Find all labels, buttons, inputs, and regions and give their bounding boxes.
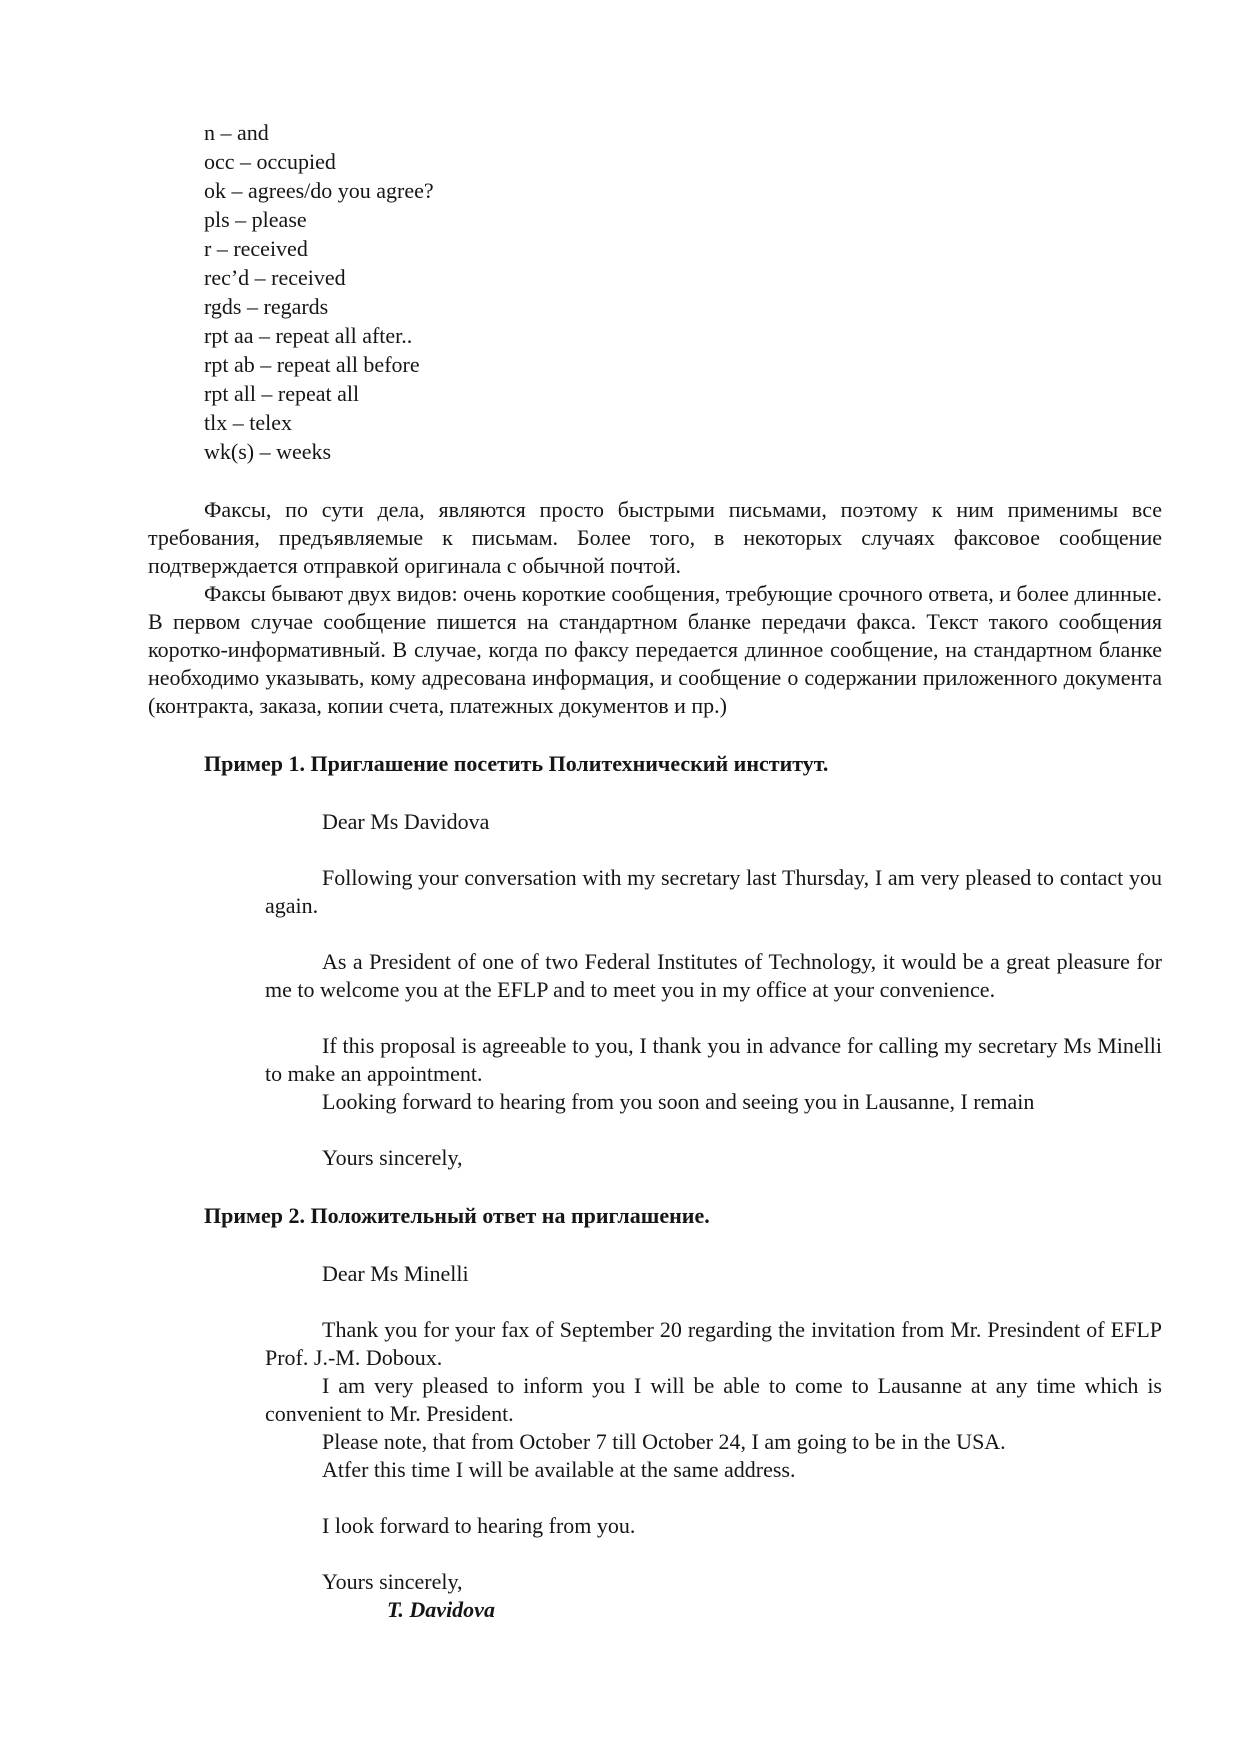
- example1-paragraph: If this proposal is agreeable to you, I thank you in advance for calling my secretary Ms Minelli to make an appointment.: [265, 1033, 1162, 1086]
- example1-paragraph: Following your conversation with my secretary last Thursday, I am very pleased to contact you again.: [265, 865, 1162, 918]
- example1-paragraph: Looking forward to hearing from you soon and seeing you in Lausanne, I remain: [322, 1089, 1035, 1114]
- example2-letter: [265, 1260, 1162, 1624]
- abbreviation-item: tlx – telex: [204, 410, 292, 435]
- example1-heading: Пример 1. Приглашение посетить Политехнический институт.: [204, 751, 829, 776]
- example2-paragraph: Atfer this time I will be available at the same address.: [322, 1457, 796, 1482]
- example1-closing: Yours sincerely,: [322, 1145, 463, 1170]
- abbreviation-item: rgds – regards: [204, 294, 329, 319]
- abbreviation-item: ok – agrees/do you agree?: [204, 178, 434, 203]
- example2-paragraph: I look forward to hearing from you.: [322, 1513, 636, 1538]
- abbreviation-item: rpt ab – repeat all before: [204, 352, 420, 377]
- example1-paragraph: As a President of one of two Federal Institutes of Technology, it would be a great pleasure for me to welcome you at the EFLP and to meet you in my office at your convenience.: [265, 949, 1162, 1002]
- example2-paragraph: Please note, that from October 7 till October 24, I am going to be in the USA.: [322, 1429, 1006, 1454]
- example2-salutation: Dear Ms Minelli: [322, 1261, 469, 1286]
- abbreviation-item: occ – occupied: [204, 149, 336, 174]
- intro-paragraph-2: Факсы бывают двух видов: очень короткие сообщения, требующие срочного ответа, и более длинные. В первом случае сообщение пишется на стандартном бланке передачи факса. Текст такого сообщения коротко-информативный. В случае, когда по факсу передается длинное сообщение, на стандартном бланке необходимо указывать, кому адресована информация, и сообщение о содержании приложенного документа (контракта, заказа, копии счета, платежных документов и пр.): [148, 581, 1162, 718]
- abbreviation-list: [204, 118, 1162, 466]
- abbreviation-item: wk(s) – weeks: [204, 439, 332, 464]
- example2-signature: T. Davidova: [387, 1597, 495, 1622]
- example1-letter: [265, 808, 1162, 1172]
- abbreviation-item: n – and: [204, 120, 269, 145]
- intro-paragraph-1: Факсы, по сути дела, являются просто быстрыми письмами, поэтому к ним применимы все требования, предъявляемые к письмам. Более того, в некоторых случаях факсовое сообщение подтверждается отправкой оригинала с обычной почтой.: [148, 497, 1162, 578]
- abbreviation-item: rpt all – repeat all: [204, 381, 360, 406]
- example2-paragraph: I am very pleased to inform you I will be able to come to Lausanne at any time which is convenient to Mr. President.: [265, 1373, 1162, 1426]
- example2-heading: Пример 2. Положительный ответ на приглашение.: [204, 1203, 710, 1228]
- example1-salutation: Dear Ms Davidova: [322, 809, 490, 834]
- abbreviation-item: r – received: [204, 236, 308, 261]
- abbreviation-item: rpt aa – repeat all after..: [204, 323, 413, 348]
- abbreviation-item: pls – please: [204, 207, 307, 232]
- example2-closing: Yours sincerely,: [322, 1569, 463, 1594]
- abbreviation-item: rec’d – received: [204, 265, 346, 290]
- example2-paragraph: Thank you for your fax of September 20 regarding the invitation from Mr. Presindent of EFLP Prof. J.-M. Doboux.: [265, 1317, 1162, 1370]
